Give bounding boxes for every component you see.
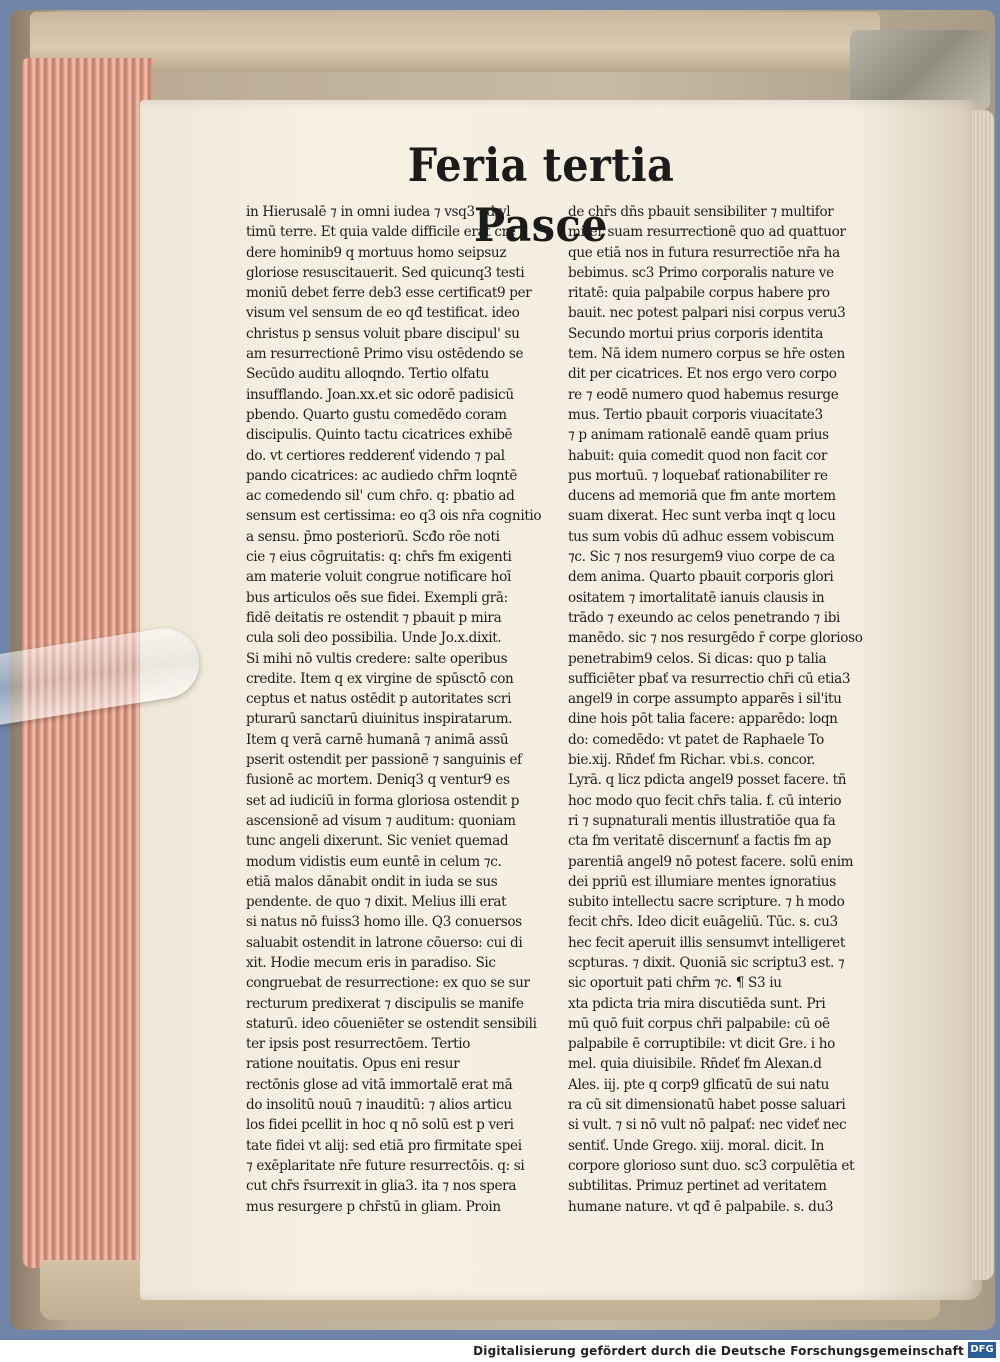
text-line: que etiā nos in futura resurrectiōe nr̄a ha: [568, 244, 840, 261]
text-line: palpabile ē corruptibile: vt dicit Gre. i ho: [568, 1036, 836, 1053]
text-line: fecit chr̄s. Ideo dicit euāgeliū. Tūc. s. cu3: [568, 914, 838, 931]
text-line: Ales. iij. pte q corp9 glficatū de sui natu: [568, 1076, 830, 1093]
text-line: cie ⁊ eius cōgruitatis: q: chr̄s fm exigenti: [246, 549, 512, 566]
text-line: in Hierusalē ⁊ in omni iudea ⁊ vsq3 ad vl: [246, 204, 511, 220]
text-line: set ad iudiciū in forma gloriosa ostendit p: [246, 792, 520, 809]
text-line: xta pdicta tria mira discutiēda sunt. Pri: [568, 995, 826, 1012]
text-line: miter suam resurrectionē quo ad quattuor: [568, 224, 846, 241]
text-line: insufflando. Joan.xx.et sic odorē padisicū: [246, 386, 514, 403]
text-line: re ⁊ eodē numero quod habemus resurge: [568, 386, 839, 403]
text-line: ritatē: quia palpabile corpus habere pro: [568, 285, 830, 302]
text-line: do insolitū nouū ⁊ inauditū: ⁊ alios articu: [246, 1097, 512, 1114]
book-top-edge: [30, 12, 880, 72]
text-line: Si mihi nō vultis credere: salte operibus: [246, 650, 508, 667]
text-line: Secundo mortui prius corporis identita: [568, 325, 823, 342]
text-line: humane nature. vt qđ ē palpabile. s. du3: [568, 1198, 834, 1215]
text-line: dere hominib9 q mortuus homo seipsuz: [246, 244, 507, 261]
text-line: ⁊c. Sic ⁊ nos resurgem9 viuo corpe de ca: [568, 549, 835, 566]
text-line: manēdo. sic ⁊ nos resurgēdo r̄ corpe glorioso: [568, 630, 863, 647]
text-line: tate fidei vt alij: sed etiā pro firmitate spei: [246, 1137, 522, 1154]
text-line: dit per cicatrices. Et nos ergo vero corpo: [568, 366, 837, 383]
text-line: mus. Tertio pbauit corporis viuacitate3: [568, 406, 823, 423]
text-line: modum vidistis eum euntē in celum ⁊c.: [246, 853, 502, 870]
text-line: am materie voluit congrue notificare hoī: [246, 569, 511, 586]
text-line: saluabit ostendit in latrone cōuerso: cui di: [246, 934, 523, 951]
text-line: los fidei pcellit in hoc q nō solū est p veri: [246, 1117, 514, 1134]
text-line: pbendo. Quarto gustu comedēdo coram: [246, 406, 507, 423]
text-line: ra cū sit dimensionatū habet posse saluari: [568, 1097, 846, 1114]
text-line: rectōnis glose ad vitā immortalē erat mā: [246, 1076, 513, 1093]
text-line: bauit. nec potest palpari nisi corpus veru3: [568, 305, 846, 322]
text-line: gloriose resuscitauerit. Sed quicunq3 testi: [246, 264, 525, 281]
text-line: discipulis. Quinto tactu cicatrices exhibē: [246, 427, 513, 444]
text-line: bebimus. sc3 Primo corporalis nature ve: [568, 264, 834, 281]
text-line: sensum est certissima: eo q3 ois nr̄a cognitio: [246, 508, 542, 525]
text-line: pendente. de quo ⁊ dixit. Melius illi erat: [246, 894, 507, 911]
dfg-logo: DFG: [968, 1342, 996, 1358]
text-line: visum vel sensum de eo qđ testificat. ideo: [246, 305, 520, 322]
text-line: mel. quia diuisibile. Rn̄deť fm Alexan.d: [568, 1056, 822, 1073]
text-line: ratione nouitatis. Opus eni resur: [246, 1056, 460, 1073]
text-line: staturū. ideo cōueniēter se ostendit sensibili: [246, 1015, 537, 1032]
text-line: pturarū sanctarū diuinitus inspiratarum.: [246, 711, 513, 728]
text-line: Secūdo auditu alloqndo. Tertio olfatu: [246, 366, 489, 383]
text-line: mus resurgere p chr̄stū in gliam. Proin: [246, 1198, 501, 1215]
text-line: cut chr̄s r̄surrexit in glia3. ita ⁊ nos spera: [246, 1178, 517, 1195]
text-line: pus mortuū. ⁊ loquebať rationabiliter re: [568, 467, 828, 484]
text-line: sic oportuit pati chr̄m ⁊c. ¶ S3 iu: [568, 975, 782, 992]
text-line: credite. Item q ex virgine de spūsctō con: [246, 670, 514, 687]
text-line: mū quō fuit corpus chr̄i palpabile: cū oē: [568, 1015, 830, 1032]
text-line: corpore glorioso sunt duo. sc3 corpulētia et: [568, 1157, 855, 1174]
text-line: Item q verā carnē humanā ⁊ animā assū: [246, 731, 509, 748]
text-line: de chr̄s dn̄s pbauit sensibiliter ⁊ multifor: [568, 204, 834, 220]
text-line: Lyrā. q licz pdicta angel9 posset facere. tñ: [568, 772, 847, 789]
text-line: parentiā angel9 nō potest facere. solū enim: [568, 853, 854, 870]
text-line: dei ppriū est illumiare mentes ignoratius: [568, 873, 836, 890]
text-line: tus sum vobis dū adhuc essem vobiscum: [568, 528, 835, 545]
text-line: pando cicatrices: ac audiedo chr̄m loqntē: [246, 467, 518, 484]
text-line: ducens ad memoriā que fm ante mortem: [568, 488, 836, 505]
text-line: ascensionē ad visum ⁊ auditum: quoniam: [246, 812, 516, 829]
text-line: penetrabim9 celos. Si dicas: quo p talia: [568, 650, 827, 667]
text-line: bie.xij. Rn̄deť fm Richar. vbi.s. concor.: [568, 752, 816, 769]
text-line: trādo ⁊ exeundo ac celos penetrando ⁊ ibi: [568, 609, 841, 626]
text-line: dine hois pōt talia facere: apparēdo: loqn: [568, 711, 838, 728]
text-line: tunc angeli dixerunt. Sic veniet quemad: [246, 833, 509, 850]
text-line: cula soli deo possibilia. Unde Jo.x.dixit.: [246, 630, 502, 647]
funding-credit: Digitalisierung gefördert durch die Deutsche Forschungsgemeinschaft: [473, 1344, 964, 1358]
text-line: ⁊ exēplaritate nr̄e future resurrectōis. q: si: [246, 1157, 525, 1174]
text-line: sentiť. Unde Grego. xiij. moral. dicit. In: [568, 1137, 825, 1154]
text-line: fusionē ac mortem. Deniq3 q ventur9 es: [246, 772, 510, 789]
text-line: etiā malos dānabit ondit in iuda se sus: [246, 873, 498, 890]
text-line: subtilitas. Primuz pertinet ad veritatem: [568, 1178, 827, 1195]
text-line: christus p sensus voluit pbare discipul' su: [246, 325, 520, 342]
text-line: angel9 in corpe assumpto apparēs i sil'itu: [568, 691, 842, 708]
text-line: habuit: quia comedit quod non facit cor: [568, 447, 828, 464]
text-line: pserit ostendit per passionē ⁊ sanguinis ef: [246, 752, 522, 769]
text-line: sufficiēter pbať va resurrectio chr̄i cū etia3: [568, 670, 851, 687]
text-line: si natus nō fuiss3 homo ille. Q3 conuersos: [246, 914, 522, 931]
text-line: moniū debet ferre deb3 esse certificat9 per: [246, 285, 532, 302]
text-line: subito intellectu sacre scripture. ⁊ h modo: [568, 894, 845, 911]
text-line: ceptus et natus ostēdit p autoritates scri: [246, 691, 512, 708]
text-line: bus articulos oēs sue fidei. Exempli grā:: [246, 589, 508, 606]
text-line: hoc modo quo fecit chr̄s talia. f. cū interio: [568, 792, 842, 809]
text-line: ter ipsis post resurrectōem. Tertio: [246, 1036, 471, 1053]
text-line: ri ⁊ supnaturali mentis illustratiōe qua fa: [568, 812, 836, 829]
text-line: cta fm veritatē discernunť a factis fm ap: [568, 833, 831, 850]
book-clasp: [850, 30, 990, 110]
running-title: Feria tertia Pasce: [407, 138, 675, 252]
text-line: ositatem ⁊ imortalitatē ianuis clausis in: [568, 589, 825, 606]
text-line: suam dixerat. Hec sunt verba inqt q locu: [568, 508, 836, 525]
text-line: do. vt certiores redderenť videndo ⁊ pal: [246, 447, 505, 464]
text-line: hec fecit aperuit illis sensumvt intelligeret: [568, 934, 845, 951]
text-line: si vult. ⁊ si nō vult nō palpať: nec videť nec: [568, 1117, 847, 1134]
text-line: scpturas. ⁊ dixit. Quoniā sic scriptu3 est. ⁊: [568, 954, 845, 971]
text-line: ac comedendo sil' cum chr̄o. q: pbatio ad: [246, 488, 515, 505]
right-page-stack: [972, 110, 994, 1280]
text-line: congruebat de resurrectione: ex quo se sur: [246, 975, 530, 992]
text-line: dem anima. Quarto pbauit corporis glori: [568, 569, 834, 586]
text-line: do: comedēdo: vt patet de Raphaele To: [568, 731, 824, 748]
right-text-column: [568, 202, 886, 1217]
text-line: recturum predixerat ⁊ discipulis se manife: [246, 995, 524, 1012]
text-line: a sensu. p̄mo posteriorū. Scđo rōe noti: [246, 528, 500, 545]
text-line: tem. Nā idem numero corpus se hr̄e osten: [568, 346, 845, 363]
footer-bar: [0, 1340, 1000, 1362]
text-line: xit. Hodie mecum eris in paradiso. Sic: [246, 954, 496, 971]
left-text-column: [246, 202, 558, 1217]
text-line: fidē deitatis re ostendit ⁊ pbauit p mira: [246, 609, 502, 626]
text-line: timū terre. Et quia valde difficile erat cre: [246, 224, 516, 241]
text-line: am resurrectionē Primo visu ostēdendo se: [246, 346, 524, 363]
text-line: ⁊ p animam rationalē eandē quam prius: [568, 427, 829, 444]
